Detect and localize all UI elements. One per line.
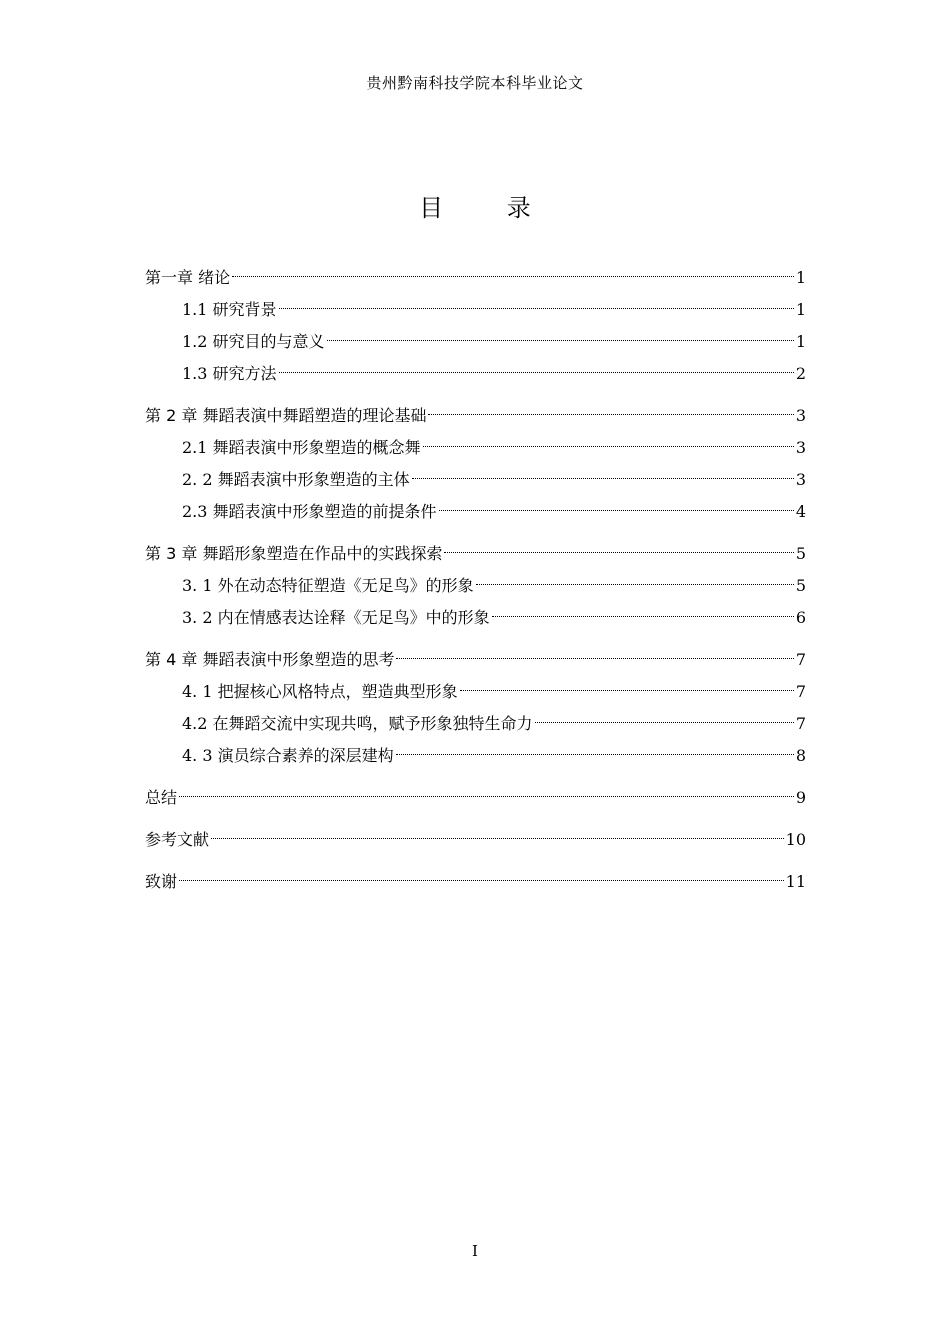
- toc-entry-section-4-1[interactable]: [145, 676, 806, 708]
- toc-entry-section-1-1[interactable]: [145, 294, 806, 326]
- toc-dot-leader: [492, 616, 794, 617]
- toc-entry-references[interactable]: [145, 824, 806, 856]
- toc-entry-text: 2.3 舞蹈表演中形象塑造的前提条件: [182, 502, 437, 521]
- toc-dot-leader: [439, 510, 794, 511]
- toc-entry-section-4-3[interactable]: [145, 740, 806, 772]
- toc-entry-section-3-1[interactable]: [145, 570, 806, 602]
- toc-dot-leader: [535, 722, 794, 723]
- toc-dot-leader: [327, 340, 794, 341]
- toc-entry-text: 第一章 绪论: [145, 268, 231, 287]
- toc-entry-page: 9: [795, 788, 806, 807]
- toc-entry-chapter-1[interactable]: [145, 262, 806, 294]
- toc-entry-section-1-2[interactable]: [145, 326, 806, 358]
- toc-entry-section-2-3[interactable]: [145, 496, 806, 528]
- toc-entry-page: 10: [785, 830, 806, 849]
- toc-entry-page: 7: [795, 714, 806, 733]
- toc-entry-page: 6: [795, 608, 806, 627]
- toc-dot-leader: [444, 552, 793, 553]
- toc-entry-text: 4. 3 演员综合素养的深层建构: [182, 746, 394, 765]
- toc-entry-section-3-2[interactable]: [145, 602, 806, 634]
- toc-entry-summary[interactable]: [145, 782, 806, 814]
- toc-dot-leader: [428, 414, 793, 415]
- toc-entry-page: 5: [795, 576, 806, 595]
- toc-dot-leader: [179, 880, 784, 881]
- toc-entry-text: 4.2 在舞蹈交流中实现共鸣，赋予形象独特生命力: [182, 714, 533, 733]
- toc-entry-acknowledgements[interactable]: [145, 866, 806, 898]
- toc-entry-chapter-3[interactable]: [145, 538, 806, 570]
- toc-entry-text: 1.1 研究背景: [182, 300, 277, 319]
- toc-title: 目 录: [419, 194, 559, 222]
- toc-dot-leader: [460, 690, 794, 691]
- toc-entry-page: 7: [795, 650, 806, 669]
- toc-entry-page: 1: [795, 332, 806, 351]
- toc-entry-section-4-2[interactable]: [145, 708, 806, 740]
- toc-entry-chapter-4[interactable]: [145, 644, 806, 676]
- toc-entry-text: 参考文献: [145, 830, 210, 849]
- toc-dot-leader: [412, 478, 794, 479]
- toc-entry-page: 8: [795, 746, 806, 765]
- toc-entry-page: 1: [795, 268, 806, 287]
- table-of-contents: [145, 262, 806, 898]
- toc-entry-section-2-1[interactable]: [145, 432, 806, 464]
- toc-entry-page: 3: [795, 470, 806, 489]
- toc-dot-leader: [279, 372, 794, 373]
- toc-dot-leader: [179, 796, 794, 797]
- toc-entry-text: 致谢: [145, 872, 178, 891]
- toc-entry-page: 2: [795, 364, 806, 383]
- toc-dot-leader: [232, 276, 794, 277]
- page-number: I: [472, 1242, 478, 1260]
- toc-entry-text: 2. 2 舞蹈表演中形象塑造的主体: [182, 470, 410, 489]
- toc-dot-leader: [211, 838, 784, 839]
- toc-dot-leader: [279, 308, 794, 309]
- toc-entry-text: 第 3 章 舞蹈形象塑造在作品中的实践探索: [145, 544, 443, 563]
- toc-dot-leader: [396, 658, 793, 659]
- toc-entry-text: 1.3 研究方法: [182, 364, 277, 383]
- running-header: 贵州黔南科技学院本科毕业论文: [366, 74, 584, 92]
- toc-entry-page: 7: [795, 682, 806, 701]
- toc-entry-page: 5: [795, 544, 806, 563]
- toc-entry-text: 3. 2 内在情感表达诠释《无足鸟》中的形象: [182, 608, 490, 627]
- toc-entry-page: 3: [795, 406, 806, 425]
- toc-entry-chapter-2[interactable]: [145, 400, 806, 432]
- toc-entry-section-1-3[interactable]: [145, 358, 806, 390]
- toc-entry-page: 4: [795, 502, 806, 521]
- toc-dot-leader: [396, 754, 794, 755]
- toc-dot-leader: [476, 584, 794, 585]
- toc-entry-page: 3: [795, 438, 806, 457]
- toc-entry-page: 11: [785, 872, 806, 891]
- toc-entry-text: 3. 1 外在动态特征塑造《无足鸟》的形象: [182, 576, 474, 595]
- toc-dot-leader: [423, 446, 794, 447]
- toc-entry-section-2-2[interactable]: [145, 464, 806, 496]
- toc-entry-text: 1.2 研究目的与意义: [182, 332, 325, 351]
- toc-entry-text: 第 4 章 舞蹈表演中形象塑造的思考: [145, 650, 395, 669]
- toc-entry-page: 1: [795, 300, 806, 319]
- toc-entry-text: 第 2 章 舞蹈表演中舞蹈塑造的理论基础: [145, 406, 427, 425]
- toc-entry-text: 总结: [145, 788, 178, 807]
- toc-entry-text: 4. 1 把握核心风格特点，塑造典型形象: [182, 682, 458, 701]
- toc-entry-text: 2.1 舞蹈表演中形象塑造的概念舞: [182, 438, 421, 457]
